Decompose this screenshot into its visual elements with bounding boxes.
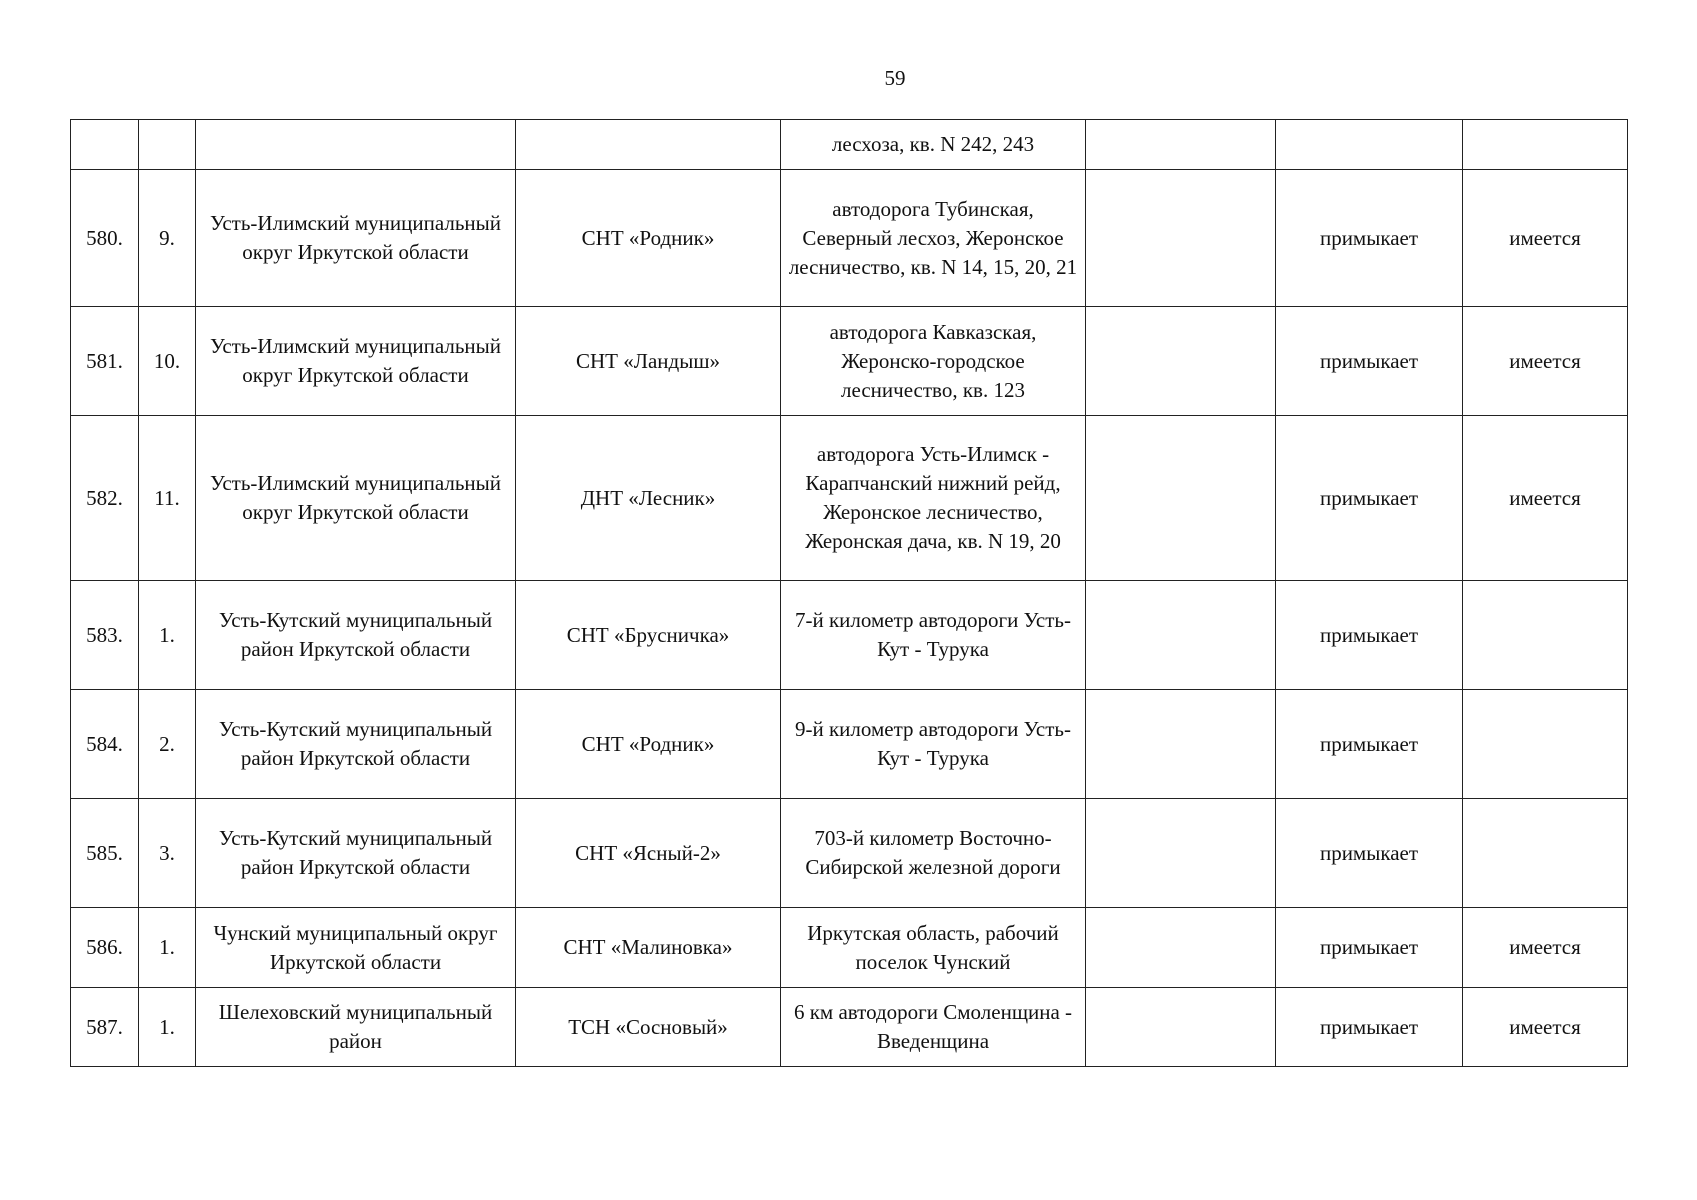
municipality-cell: Усть-Кутский муниципальный район Иркутской области bbox=[196, 581, 516, 690]
organization-name-cell: СНТ «Родник» bbox=[516, 690, 781, 799]
empty-cell bbox=[1086, 581, 1276, 690]
registry-table bbox=[70, 119, 1628, 1067]
row-number: 580. bbox=[71, 170, 139, 307]
table-row bbox=[71, 120, 1628, 170]
adjacency-cell: примыкает bbox=[1276, 690, 1463, 799]
sub-number: 2. bbox=[139, 690, 196, 799]
location-cell: 7-й километр автодороги Усть-Кут - Турука bbox=[781, 581, 1086, 690]
adjacency-cell: примыкает bbox=[1276, 581, 1463, 690]
row-number: 587. bbox=[71, 988, 139, 1067]
organization-name-cell: СНТ «Ландыш» bbox=[516, 307, 781, 416]
organization-name-cell bbox=[516, 120, 781, 170]
sub-number bbox=[139, 120, 196, 170]
organization-name-cell: ДНТ «Лесник» bbox=[516, 416, 781, 581]
location-cell: 9-й километр автодороги Усть-Кут - Турука bbox=[781, 690, 1086, 799]
page-number: 59 bbox=[884, 66, 906, 90]
row-number: 586. bbox=[71, 908, 139, 988]
adjacency-cell: примыкает bbox=[1276, 307, 1463, 416]
empty-cell bbox=[1086, 416, 1276, 581]
table-row bbox=[71, 581, 1628, 690]
sub-number: 1. bbox=[139, 581, 196, 690]
sub-number: 9. bbox=[139, 170, 196, 307]
table-row bbox=[71, 307, 1628, 416]
table-row bbox=[71, 988, 1628, 1067]
status-cell bbox=[1463, 120, 1628, 170]
empty-cell bbox=[1086, 170, 1276, 307]
sub-number: 1. bbox=[139, 908, 196, 988]
status-cell: имеется bbox=[1463, 170, 1628, 307]
location-cell: Иркутская область, рабочий поселок Чунский bbox=[781, 908, 1086, 988]
adjacency-cell: примыкает bbox=[1276, 170, 1463, 307]
organization-name-cell: СНТ «Брусничка» bbox=[516, 581, 781, 690]
location-cell: 703-й километр Восточно-Сибирской железной дороги bbox=[781, 799, 1086, 908]
status-cell: имеется bbox=[1463, 416, 1628, 581]
municipality-cell: Усть-Кутский муниципальный район Иркутской области bbox=[196, 690, 516, 799]
municipality-cell: Усть-Илимский муниципальный округ Иркутской области bbox=[196, 307, 516, 416]
sub-number: 1. bbox=[139, 988, 196, 1067]
row-number: 585. bbox=[71, 799, 139, 908]
empty-cell bbox=[1086, 690, 1276, 799]
row-number: 584. bbox=[71, 690, 139, 799]
organization-name-cell: ТСН «Сосновый» bbox=[516, 988, 781, 1067]
empty-cell bbox=[1086, 120, 1276, 170]
organization-name-cell: СНТ «Родник» bbox=[516, 170, 781, 307]
adjacency-cell bbox=[1276, 120, 1463, 170]
organization-name-cell: СНТ «Малиновка» bbox=[516, 908, 781, 988]
status-cell bbox=[1463, 581, 1628, 690]
municipality-cell bbox=[196, 120, 516, 170]
row-number: 581. bbox=[71, 307, 139, 416]
table-row bbox=[71, 416, 1628, 581]
row-number: 583. bbox=[71, 581, 139, 690]
status-cell: имеется bbox=[1463, 307, 1628, 416]
municipality-cell: Усть-Илимский муниципальный округ Иркутской области bbox=[196, 416, 516, 581]
status-cell bbox=[1463, 799, 1628, 908]
status-cell: имеется bbox=[1463, 988, 1628, 1067]
adjacency-cell: примыкает bbox=[1276, 799, 1463, 908]
status-cell bbox=[1463, 690, 1628, 799]
adjacency-cell: примыкает bbox=[1276, 416, 1463, 581]
location-cell: автодорога Тубинская, Северный лесхоз, Жеронское лесничество, кв. N 14, 15, 20, 21 bbox=[781, 170, 1086, 307]
empty-cell bbox=[1086, 307, 1276, 416]
table-row bbox=[71, 908, 1628, 988]
location-cell: лесхоза, кв. N 242, 243 bbox=[781, 120, 1086, 170]
municipality-cell: Шелеховский муниципальный район bbox=[196, 988, 516, 1067]
municipality-cell: Чунский муниципальный округ Иркутской области bbox=[196, 908, 516, 988]
sub-number: 11. bbox=[139, 416, 196, 581]
table-row bbox=[71, 170, 1628, 307]
location-cell: автодорога Усть-Илимск - Карапчанский нижний рейд, Жеронское лесничество, Жеронская дача, кв. N 19, 20 bbox=[781, 416, 1086, 581]
municipality-cell: Усть-Кутский муниципальный район Иркутской области bbox=[196, 799, 516, 908]
status-cell: имеется bbox=[1463, 908, 1628, 988]
location-cell: автодорога Кавказская, Жеронско-городское лесничество, кв. 123 bbox=[781, 307, 1086, 416]
empty-cell bbox=[1086, 988, 1276, 1067]
empty-cell bbox=[1086, 799, 1276, 908]
sub-number: 3. bbox=[139, 799, 196, 908]
adjacency-cell: примыкает bbox=[1276, 988, 1463, 1067]
sub-number: 10. bbox=[139, 307, 196, 416]
table-row bbox=[71, 690, 1628, 799]
location-cell: 6 км автодороги Смоленщина - Введенщина bbox=[781, 988, 1086, 1067]
table-row bbox=[71, 799, 1628, 908]
empty-cell bbox=[1086, 908, 1276, 988]
municipality-cell: Усть-Илимский муниципальный округ Иркутской области bbox=[196, 170, 516, 307]
row-number bbox=[71, 120, 139, 170]
row-number: 582. bbox=[71, 416, 139, 581]
adjacency-cell: примыкает bbox=[1276, 908, 1463, 988]
organization-name-cell: СНТ «Ясный-2» bbox=[516, 799, 781, 908]
